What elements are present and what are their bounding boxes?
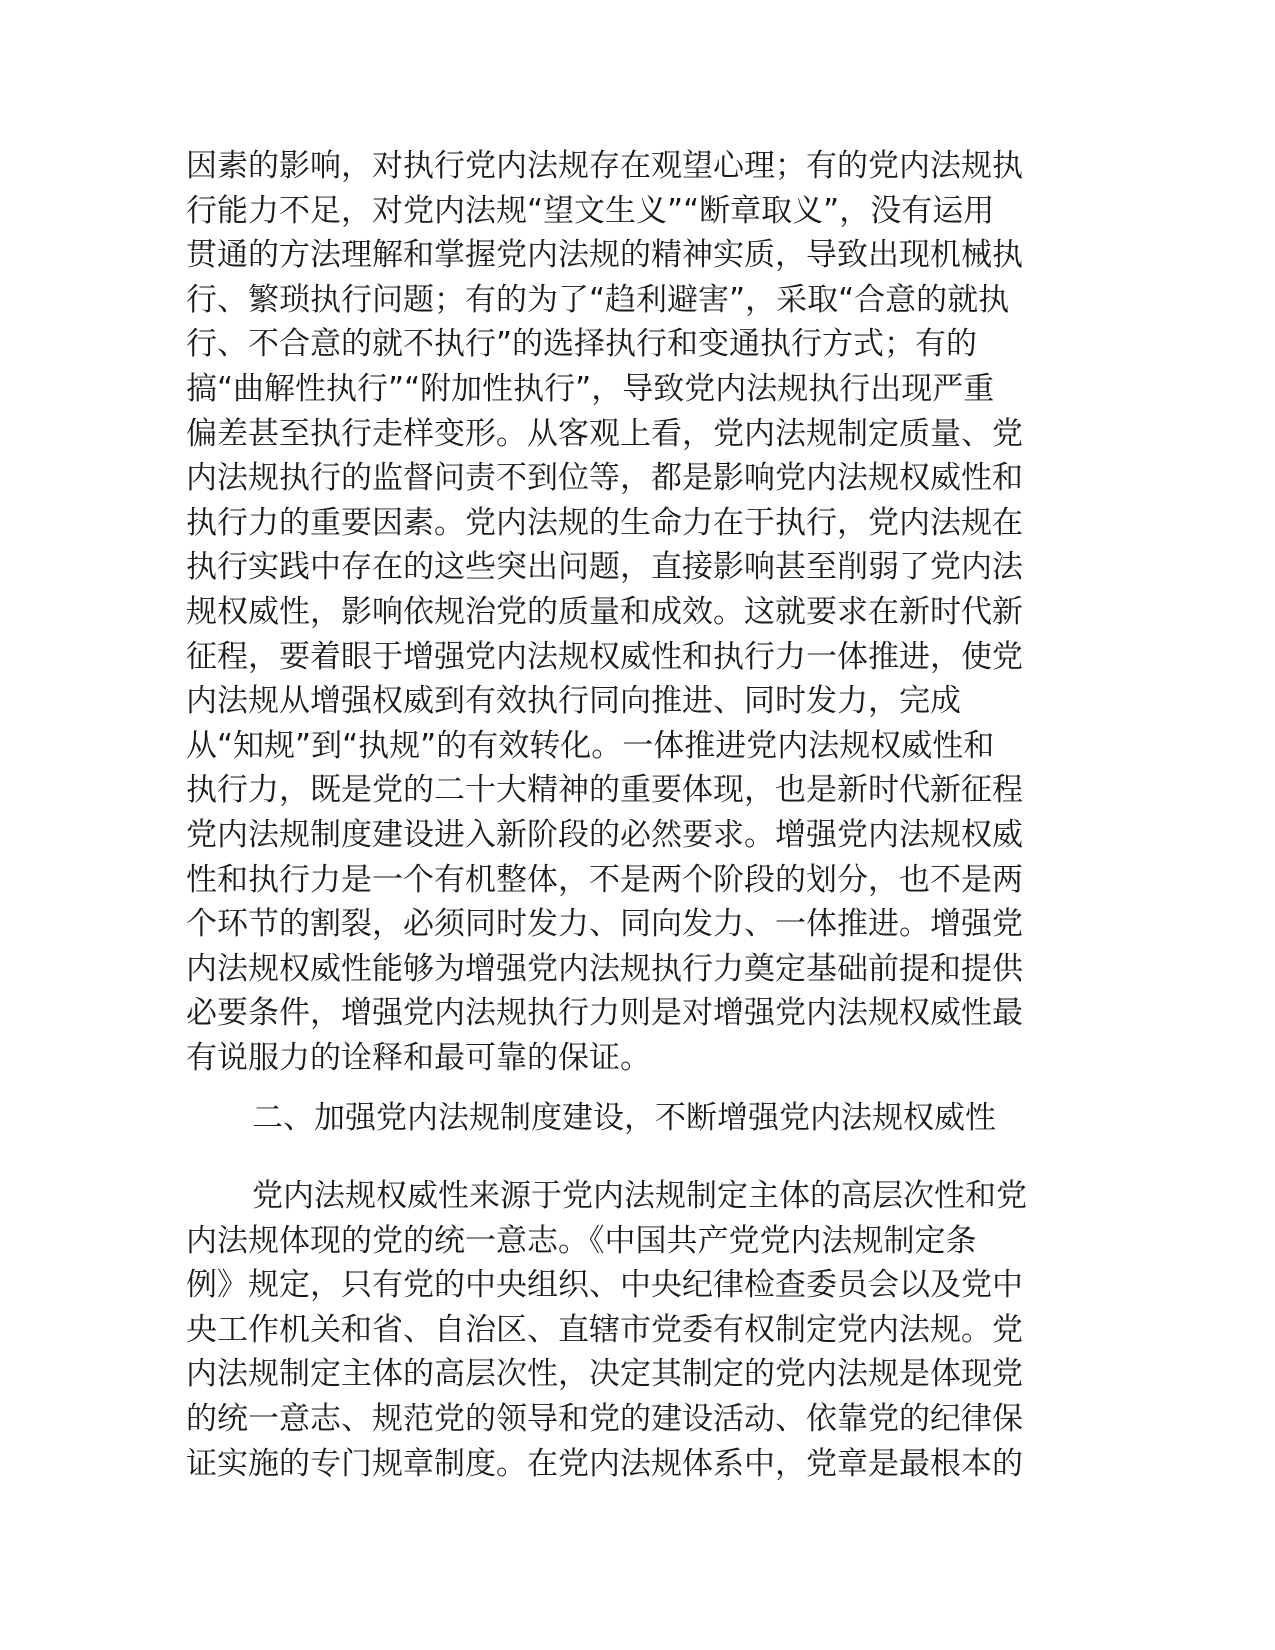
text-line: 党内法规权威性来源于党内法规制定主体的高层次性和党 <box>252 1178 1027 1214</box>
text-line: 偏差甚至执行走样变形。从客观上看，党内法规制定质量、党 <box>186 415 1023 452</box>
text-line: 行能力不足，对党内法规“望文生义”“断章取义”，没有运用 <box>186 192 995 229</box>
body-paragraph-2 <box>186 1174 1091 1486</box>
text-line: 内法规权威性能够为增强党内法规执行力奠定基础前提和提供 <box>186 950 1023 987</box>
text-line: 例》规定，只有党的中央组织、中央纪律检查委员会以及党中 <box>186 1267 1023 1304</box>
text-line: 执行力，既是党的二十大精神的重要体现，也是新时代新征程 <box>186 772 1023 809</box>
text-line: 贯通的方法理解和掌握党内法规的精神实质，导致出现机械执 <box>186 237 1023 274</box>
text-line: 搞“曲解性执行”“附加性执行”，导致党内法规执行出现严重 <box>186 370 995 407</box>
text-line: 从“知规”到“执规”的有效转化。一体推进党内法规权威性和 <box>186 727 995 764</box>
text-line: 的统一意志、规范党的领导和党的建设活动、依靠党的纪律保 <box>186 1400 1023 1437</box>
text-line: 内法规体现的党的统一意志。《中国共产党党内法规制定条 <box>186 1222 977 1259</box>
text-line: 征程，要着眼于增强党内法规权威性和执行力一体推进，使党 <box>186 638 1023 675</box>
section-heading-text: 二、加强党内法规制度建设，不断增强党内法规权威性 <box>252 1100 996 1136</box>
text-line: 内法规执行的监督问责不到位等，都是影响党内法规权威性和 <box>186 460 1023 497</box>
text-line: 行、繁琐执行问题；有的为了“趋利避害”，采取“合意的就执 <box>186 281 1010 318</box>
text-line: 证实施的专门规章制度。在党内法规体系中，党章是最根本的 <box>186 1445 1023 1482</box>
text-line: 必要条件，增强党内法规执行力则是对增强党内法规权威性最 <box>186 995 1023 1032</box>
text-line: 因素的影响，对执行党内法规存在观望心理；有的党内法规执 <box>186 148 1023 184</box>
text-line: 行、不合意的就不执行”的选择执行和变通执行方式；有的 <box>186 326 978 363</box>
body-paragraph-1 <box>186 144 1091 1080</box>
text-line: 执行实践中存在的这些突出问题，直接影响甚至削弱了党内法 <box>186 549 1023 586</box>
text-line: 规权威性，影响依规治党的质量和成效。这就要求在新时代新 <box>186 593 1023 630</box>
text-line: 执行力的重要因素。党内法规的生命力在于执行，党内法规在 <box>186 504 1023 541</box>
text-line: 央工作机关和省、自治区、直辖市党委有权制定党内法规。党 <box>186 1311 1023 1348</box>
text-line: 内法规制定主体的高层次性，决定其制定的党内法规是体现党 <box>186 1356 1023 1393</box>
section-heading <box>186 1096 1091 1141</box>
text-line: 内法规从增强权威到有效执行同向推进、同时发力，完成 <box>186 683 961 720</box>
text-line: 性和执行力是一个有机整体，不是两个阶段的划分，也不是两 <box>186 861 1023 898</box>
text-line: 党内法规制度建设进入新阶段的必然要求。增强党内法规权威 <box>186 816 1023 853</box>
text-line: 个环节的割裂，必须同时发力、同向发力、一体推进。增强党 <box>186 906 1023 943</box>
text-line: 有说服力的诠释和最可靠的保证。 <box>186 1039 651 1076</box>
